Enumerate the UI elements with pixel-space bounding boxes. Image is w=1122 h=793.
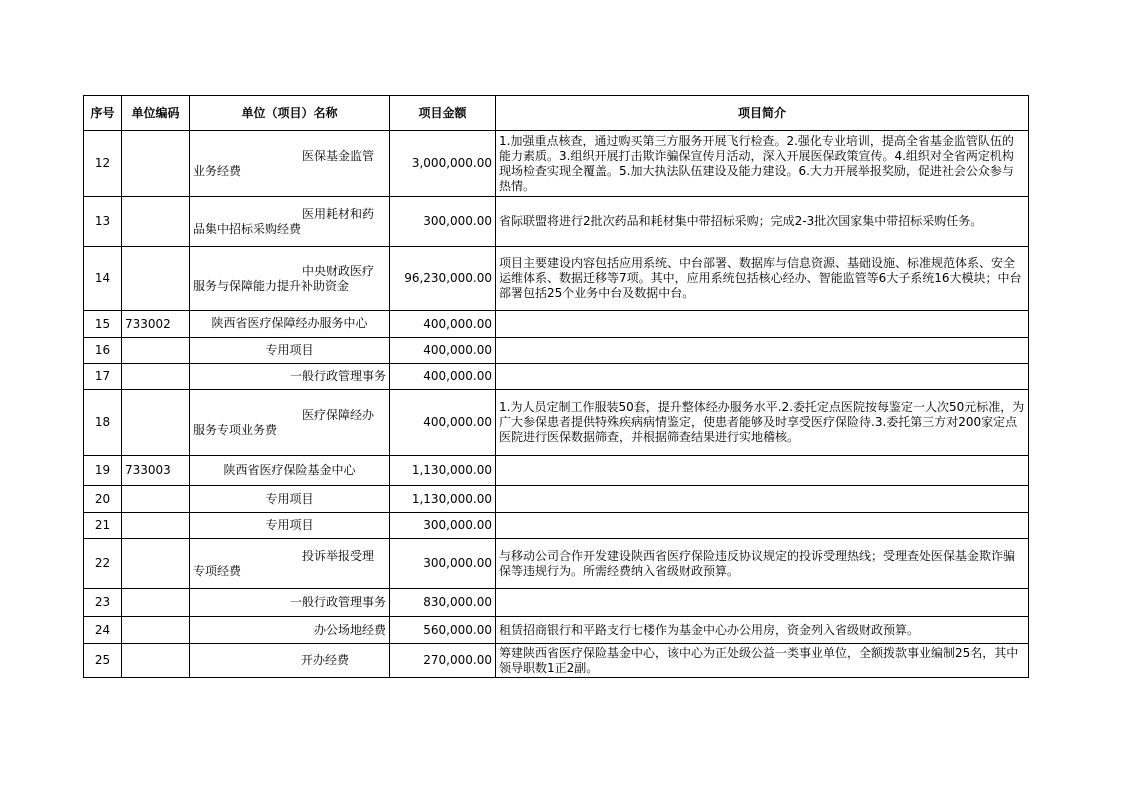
row-desc — [496, 486, 1029, 513]
row-code — [122, 644, 190, 678]
row-name-line2: 服务专项业务费 — [193, 422, 278, 437]
row-seq: 21 — [84, 513, 122, 539]
row-name — [190, 247, 390, 311]
row-name: 专用项目 — [190, 486, 390, 513]
row-name-line2: 服务与保障能力提升补助资金 — [193, 278, 350, 293]
row-name-line1: 医保基金监管 — [301, 148, 374, 163]
table-row — [84, 311, 1029, 338]
row-name-line1: 投诉举报受理 — [301, 548, 374, 563]
row-code: 733002 — [122, 311, 190, 338]
header-code: 单位编码 — [122, 96, 190, 131]
row-code — [122, 486, 190, 513]
table-row — [84, 456, 1029, 486]
row-amount: 1,130,000.00 — [390, 456, 496, 486]
table-row — [84, 617, 1029, 644]
row-seq: 24 — [84, 617, 122, 644]
row-amount: 300,000.00 — [390, 513, 496, 539]
table-row — [84, 513, 1029, 539]
row-seq: 18 — [84, 390, 122, 456]
row-desc — [496, 364, 1029, 390]
row-desc: 租赁招商银行和平路支行七楼作为基金中心办公用房，资金列入省级财政预算。 — [496, 617, 1029, 644]
row-desc: 1.为人员定制工作服装50套，提升整体经办服务水平.2.委托定点医院按每鉴定一人次50元标准，为广大参保患者提供特殊疾病病情鉴定，使患者能够及时享受医疗保险待.3.委托第三方对200家定点医院进行医保数据筛查，并根据筛查结果进行实地稽核。 — [496, 390, 1029, 456]
header-name: 单位（项目）名称 — [190, 96, 390, 131]
row-seq: 20 — [84, 486, 122, 513]
row-amount: 1,130,000.00 — [390, 486, 496, 513]
row-seq: 15 — [84, 311, 122, 338]
row-desc — [496, 338, 1029, 364]
row-name — [190, 131, 390, 197]
row-name-line1: 中央财政医疗 — [301, 263, 374, 278]
row-code: 733003 — [122, 456, 190, 486]
row-seq: 16 — [84, 338, 122, 364]
row-amount: 300,000.00 — [390, 539, 496, 589]
row-name: 开办经费 — [190, 644, 390, 678]
row-name-line2: 专项经费 — [193, 563, 242, 578]
row-amount: 270,000.00 — [390, 644, 496, 678]
row-desc: 1.加强重点核查，通过购买第三方服务开展飞行检查。2.强化专业培训，提高全省基金监管队伍的能力素质。3.组织开展打击欺诈骗保宣传月活动，深入开展医保政策宣传。4.组织对全省两定机构现场检查实现全覆盖。5.加大执法队伍建设及能力建设。6.大力开展举报奖励，促进社会公众参与热情。 — [496, 131, 1029, 197]
table-row — [84, 539, 1029, 589]
row-code — [122, 539, 190, 589]
row-name: 一般行政管理事务 — [190, 589, 390, 617]
row-desc: 与移动公司合作开发建设陕西省医疗保险违反协议规定的投诉受理热线；受理查处医保基金欺诈骗保等违规行为。所需经费纳入省级财政预算。 — [496, 539, 1029, 589]
row-name — [190, 539, 390, 589]
row-amount: 400,000.00 — [390, 364, 496, 390]
row-name — [190, 197, 390, 247]
row-amount: 560,000.00 — [390, 617, 496, 644]
row-desc — [496, 456, 1029, 486]
row-amount: 96,230,000.00 — [390, 247, 496, 311]
table-row — [84, 486, 1029, 513]
row-desc: 省际联盟将进行2批次药品和耗材集中带招标采购；完成2-3批次国家集中带招标采购任务。 — [496, 197, 1029, 247]
table-row — [84, 131, 1029, 197]
row-desc — [496, 513, 1029, 539]
row-seq: 19 — [84, 456, 122, 486]
table-row — [84, 197, 1029, 247]
row-amount: 400,000.00 — [390, 338, 496, 364]
row-amount: 3,000,000.00 — [390, 131, 496, 197]
table-row — [84, 589, 1029, 617]
row-name: 专用项目 — [190, 338, 390, 364]
row-code — [122, 390, 190, 456]
header-row — [84, 96, 1029, 131]
row-name — [190, 311, 390, 338]
row-name: 专用项目 — [190, 513, 390, 539]
row-name-line2: 业务经费 — [193, 163, 242, 178]
row-name-line1: 医疗保障经办 — [301, 407, 374, 422]
row-desc — [496, 311, 1029, 338]
row-code — [122, 338, 190, 364]
row-seq: 22 — [84, 539, 122, 589]
row-seq: 12 — [84, 131, 122, 197]
row-code — [122, 589, 190, 617]
table-row — [84, 390, 1029, 456]
budget-table — [83, 95, 1029, 678]
row-name-line2: 品集中招标采购经费 — [193, 221, 302, 236]
row-seq: 23 — [84, 589, 122, 617]
row-amount: 400,000.00 — [390, 311, 496, 338]
row-seq: 17 — [84, 364, 122, 390]
header-seq: 序号 — [84, 96, 122, 131]
row-code — [122, 131, 190, 197]
row-name-line1: 医用耗材和药 — [301, 206, 374, 221]
table-row — [84, 364, 1029, 390]
table-row — [84, 644, 1029, 678]
row-desc: 筹建陕西省医疗保险基金中心，该中心为正处级公益一类事业单位，全额拨款事业编制25名，其中领导职数1正2副。 — [496, 644, 1029, 678]
row-amount: 300,000.00 — [390, 197, 496, 247]
row-name: 陕西省医疗保险基金中心 — [190, 456, 390, 486]
row-seq: 13 — [84, 197, 122, 247]
row-name — [190, 390, 390, 456]
row-amount: 830,000.00 — [390, 589, 496, 617]
row-name-line1: 陕西省医疗保障经办服务中心 — [211, 315, 368, 330]
row-seq: 14 — [84, 247, 122, 311]
header-desc: 项目简介 — [496, 96, 1029, 131]
row-desc: 项目主要建设内容包括应用系统、中台部署、数据库与信息资源、基础设施、标准规范体系、安全运维体系、数据迁移等7项。其中，应用系统包括核心经办、智能监管等6大子系统16大模块；中台部署包括25个业务中台及数据中台。 — [496, 247, 1029, 311]
row-code — [122, 197, 190, 247]
row-amount: 400,000.00 — [390, 390, 496, 456]
row-seq: 25 — [84, 644, 122, 678]
table-row — [84, 338, 1029, 364]
row-name: 一般行政管理事务 — [190, 364, 390, 390]
row-code — [122, 513, 190, 539]
header-amount: 项目金额 — [390, 96, 496, 131]
table-row — [84, 247, 1029, 311]
row-code — [122, 247, 190, 311]
row-desc — [496, 589, 1029, 617]
row-name: 办公场地经费 — [190, 617, 390, 644]
row-code — [122, 364, 190, 390]
row-code — [122, 617, 190, 644]
